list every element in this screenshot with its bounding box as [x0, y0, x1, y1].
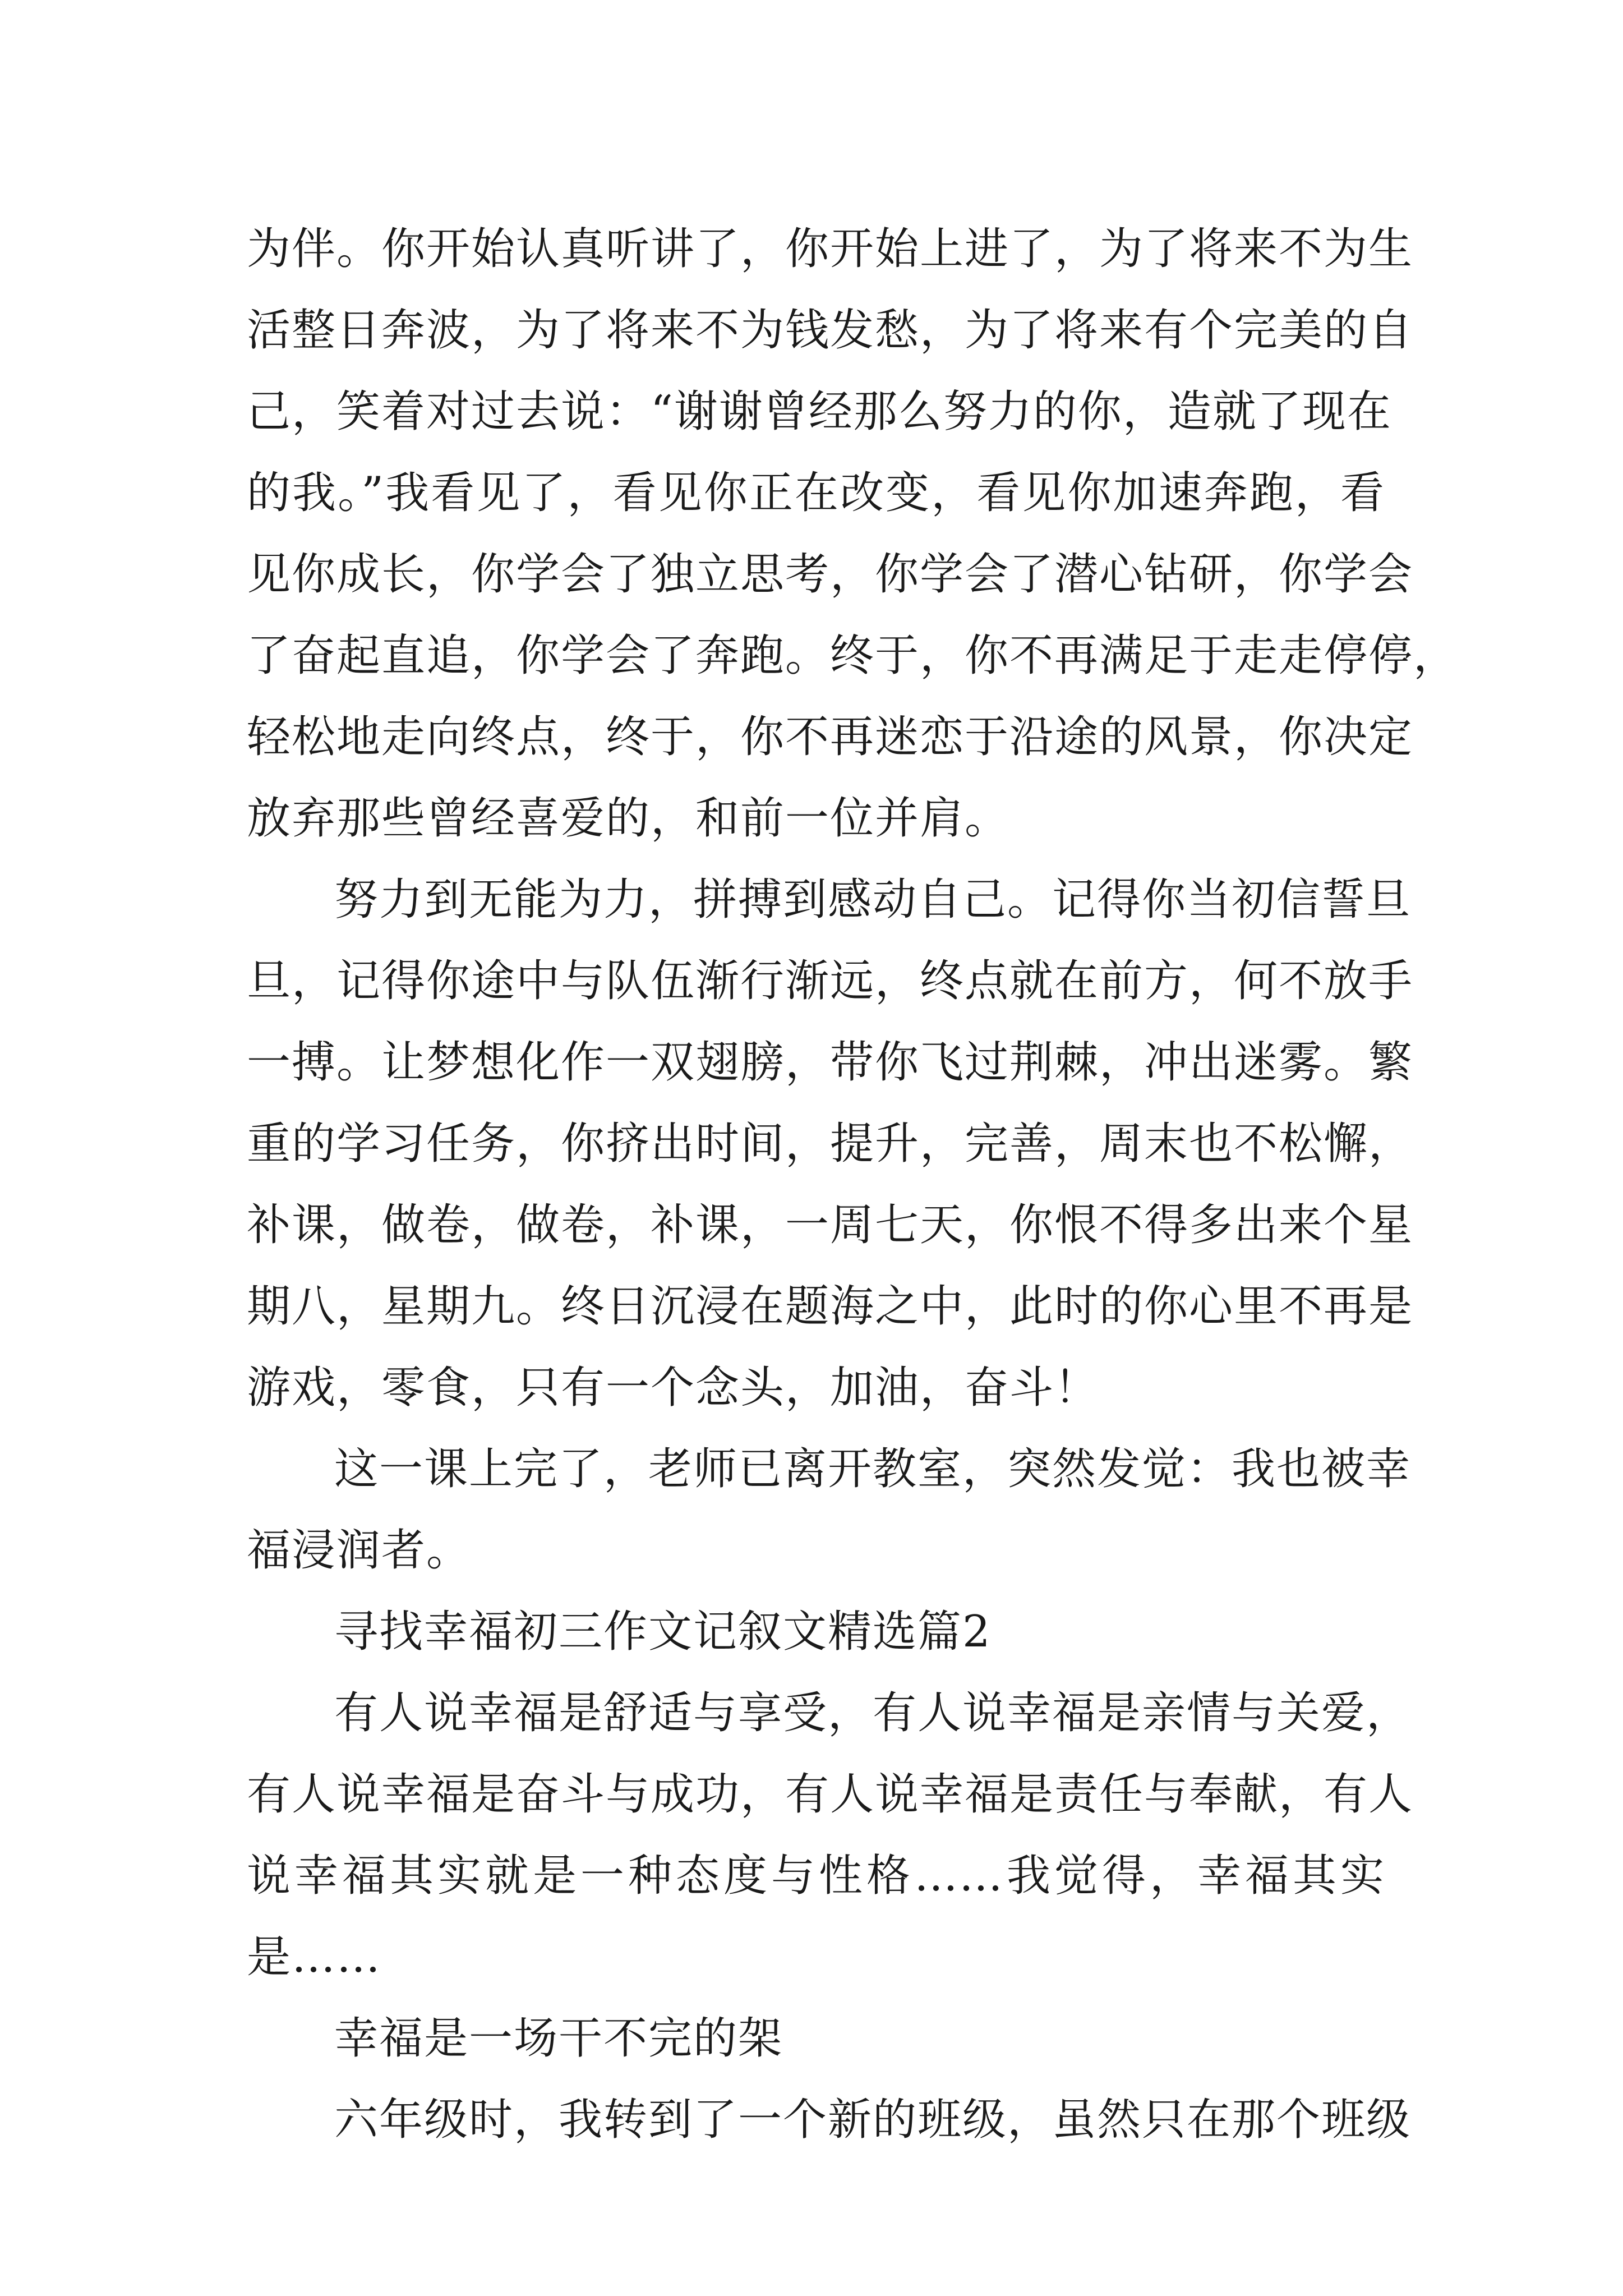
paragraph-first-line: 努力到无能为力，拼搏到感动自己。记得你当初信誓旦 — [334, 875, 1412, 925]
text-line: 旦，记得你途中与队伍渐行渐远，终点就在前方，何不放手 — [247, 956, 1414, 1006]
text-line: 重的学习任务，你挤出时间，提升，完善，周末也不松懈， — [247, 1119, 1414, 1169]
text-line: 己，笑着对过去说：“谢谢曾经那么努力的你，造就了现在 — [247, 386, 1392, 437]
paragraph-first-line: 这一课上完了，老师已离开教室，突然发觉：我也被幸 — [334, 1444, 1412, 1494]
text-line: 期八，星期九。终日沉浸在题海之中，此时的你心里不再是 — [247, 1281, 1414, 1332]
text-line: 了奋起直追，你学会了奔跑。终于，你不再满足于走走停停， — [247, 631, 1459, 681]
subheading: 幸福是一场干不完的架 — [334, 2013, 783, 2064]
text-line: 福浸润者。 — [247, 1525, 472, 1576]
text-line: 为伴。你开始认真听讲了，你开始上进了，为了将来不为生 — [247, 224, 1414, 274]
paragraph-first-line: 六年级时，我转到了一个新的班级，虽然只在那个班级 — [334, 2095, 1412, 2145]
text-line: 补课，做卷，做卷，补课，一周七天，你恨不得多出来个星 — [247, 1200, 1414, 1250]
text-line: 见你成长，你学会了独立思考，你学会了潜心钻研，你学会 — [247, 549, 1414, 600]
text-line: 说幸福其实就是一种态度与性格……我觉得，幸福其实 — [247, 1851, 1385, 1901]
document-body — [247, 209, 1459, 2161]
text-line: 的我。”我看见了，看见你正在改变，看见你加速奔跑，看 — [247, 468, 1385, 518]
text-line: 游戏，零食，只有一个念头，加油，奋斗！ — [247, 1363, 1100, 1413]
text-line: 活整日奔波，为了将来不为钱发愁，为了将来有个完美的自 — [247, 305, 1414, 356]
text-line: 放弃那些曾经喜爱的，和前一位并肩。 — [247, 793, 1010, 844]
text-line: 轻松地走向终点，终于，你不再迷恋于沿途的风景，你决定 — [247, 712, 1414, 762]
text-line: 是…… — [247, 1932, 382, 1982]
text-line: 有人说幸福是奋斗与成功，有人说幸福是责任与奉献，有人 — [247, 1769, 1414, 1820]
text-line: 一搏。让梦想化作一双翅膀，带你飞过荆棘，冲出迷雾。繁 — [247, 1037, 1414, 1088]
section-heading: 寻找幸福初三作文记叙文精选篇2 — [334, 1607, 992, 1657]
paragraph-first-line: 有人说幸福是舒适与享受，有人说幸福是亲情与关爱， — [334, 1688, 1412, 1738]
